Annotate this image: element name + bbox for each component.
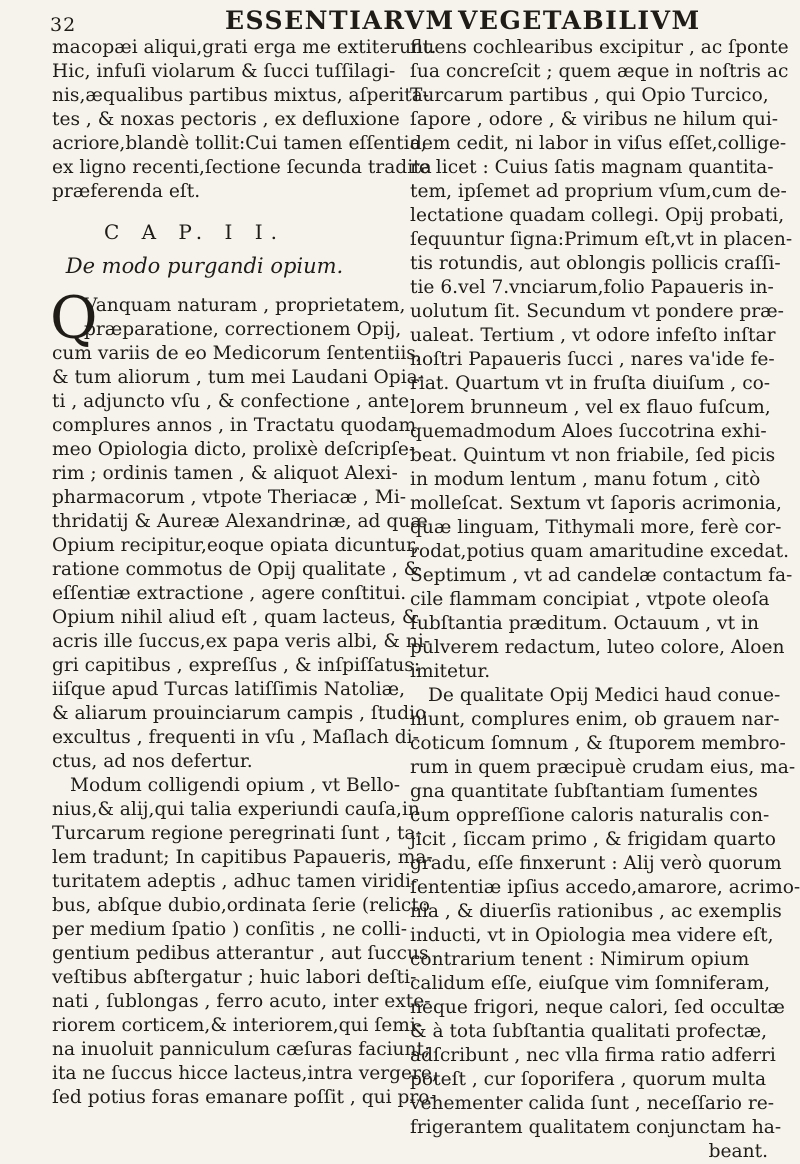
text-line: De qualitate Opij Medici haud conue- — [428, 685, 781, 706]
second-paragraph — [52, 774, 438, 1110]
text-line: thridatij & Aureæ Alexandrinæ, ad quæ — [52, 511, 428, 532]
text-line: macopæi aliqui,grati erga me extiterunt. — [52, 37, 437, 58]
text-line: tis rotundis, aut oblongis pollicis craſſi- — [410, 253, 781, 274]
text-line: ctus, ad nos defertur. — [52, 751, 253, 772]
text-line: iiſque apud Turcas latiſſimis Natoliæ, — [52, 679, 406, 700]
left-column — [50, 36, 438, 1110]
text-line: ſententiæ ipſius accedo,amarore, acrimo- — [410, 877, 800, 898]
text-line: pulverem redactum, luteo colore, Aloen — [410, 637, 785, 658]
right-second-paragraph — [410, 684, 800, 1140]
text-line: Opium recipitur,eoque opiata dicuntur, — [52, 535, 419, 556]
text-line: ex ligno recenti,ſectione ſecunda tradita — [52, 157, 432, 178]
left-opening-paragraph — [52, 36, 437, 204]
running-head-left: ESSENTIARVM — [225, 6, 455, 35]
text-line: rum in quem præcipuè crudam eius, ma- — [410, 757, 796, 778]
text-line: Vanquam naturam , proprietatem, — [84, 295, 406, 316]
text-line: præferenda eſt. — [52, 181, 201, 202]
text-line: Opium nihil aliud eſt , quam lacteus, & — [52, 607, 419, 628]
text-line: riat. Quartum vt in fruſta diuiſum , co- — [410, 373, 771, 394]
text-line: uolutum ſit. Secundum vt pondere præ- — [410, 301, 784, 322]
text-line: bus, abſque dubio,ordinata ſerie (relicto — [52, 895, 430, 916]
catchword: beant. — [708, 1141, 768, 1162]
text-line: nis,æqualibus partibus mixtus, aſperita- — [52, 85, 430, 106]
text-line: eſſentiæ extractione , agere conſtitui. — [52, 583, 407, 604]
text-line: gna quantitate ſubſtantiam ſumentes — [410, 781, 758, 802]
text-line: gri capitibus , expreſſus , & inſpiſſatus: — [52, 655, 421, 676]
text-line: neque frigori, neque calori, ſed occultæ — [410, 997, 785, 1018]
text-line: rim ; ordinis tamen , & aliquot Alexi- — [52, 463, 398, 484]
text-line: complures annos , in Tractatu quodam — [52, 415, 417, 436]
text-line: ti , adjuncto vſu , & confectione , ante — [52, 391, 410, 412]
text-line: cile flammam concipiat , vtpote oleoſa — [410, 589, 770, 610]
text-line: ualeat. Tertium , vt odore infeſto inſtar — [410, 325, 776, 346]
text-line: Turcarum partibus , qui Opio Turcico, — [410, 85, 769, 106]
text-line: imitetur. — [410, 661, 491, 682]
text-line: poteſt , cur ſoporifera , quorum multa — [410, 1069, 767, 1090]
text-line: quæ linguam, Tithymali more, ferè cor- — [410, 517, 782, 538]
running-head-right: VEGETABILIVM — [458, 6, 701, 35]
text-line: Modum colligendi opium , vt Bello- — [70, 775, 401, 796]
text-line: contrarium tenent : Nimirum opium — [410, 949, 750, 970]
text-line: ratione commotus de Opij qualitate , & — [52, 559, 421, 580]
text-line: tes , & noxas pectoris , ex defluxione — [52, 109, 400, 130]
text-line: ſubſtantia præditum. Octauum , vt in — [410, 613, 759, 634]
text-line: Hic, infuſi violarum & ſucci tuſſilagi- — [52, 61, 396, 82]
text-line: vehementer calida ſunt , neceſſario re- — [410, 1093, 775, 1114]
text-line: niunt, complures enim, ob grauem nar- — [410, 709, 780, 730]
text-line: frigerantem qualitatem conjunctam ha- — [410, 1117, 782, 1138]
first-paragraph-lines — [50, 284, 431, 774]
text-line: riorem corticem,& interiorem,qui ſemi- — [52, 1015, 423, 1036]
text-line: pharmacorum , vtpote Theriacæ , Mi- — [52, 487, 407, 508]
text-line: quemadmodum Aloes ſuccotrina exhi- — [410, 421, 767, 442]
text-line: adſcribunt , nec vlla firma ratio adferri — [410, 1045, 776, 1066]
page-header — [50, 6, 790, 40]
text-line: ita ne ſuccus hicce lacteus,intra vergere, — [52, 1063, 438, 1084]
drop-cap: Q — [50, 284, 98, 352]
text-line: acris ille ſuccus,ex papa veris albi, & ni- — [52, 631, 431, 652]
text-line: lectatione quadam collegi. Opij probati, — [410, 205, 785, 226]
text-line: meo Opiologia dicto, prolixè deſcripſe- — [52, 439, 416, 460]
right-column — [410, 36, 800, 1164]
text-line: & tum aliorum , tum mei Laudani Opia- — [52, 367, 425, 388]
text-line: ſequuntur ſigna:Primum eſt,vt in placen- — [410, 229, 793, 250]
first-paragraph — [50, 284, 431, 774]
text-line: beat. Quintum vt non friabile, ſed picis — [410, 445, 776, 466]
text-line: & à tota ſubſtantia qualitati profectæ, — [410, 1021, 768, 1042]
text-line: per medium ſpatio ) conſitis , ne colli- — [52, 919, 407, 940]
text-line: gentium pedibus atterantur , aut ſuccus — [52, 943, 429, 964]
text-line: ſapore , odore , & viribus ne hilum qui- — [410, 109, 779, 130]
text-line: lorem brunneum , vel ex flauo fuſcum, — [410, 397, 771, 418]
text-line: inducti, vt in Opiologia mea videre eſt, — [410, 925, 774, 946]
text-line: in modum lentum , manu fotum , citò — [410, 469, 761, 490]
text-line: fluens cochlearibus excipitur , ac ſponte — [410, 37, 789, 58]
text-line: jicit , ſiccam primo , & frigidam quarto — [410, 829, 776, 850]
text-line: re licet : Cuius ſatis magnam quantita- — [410, 157, 774, 178]
text-line: nius,& alij,qui talia experiundi cauſa,in — [52, 799, 420, 820]
text-line: ſed potius foras emanare poſſit , qui pro- — [52, 1087, 436, 1108]
text-line: excultus , frequenti in vſu , Maſlach di- — [52, 727, 419, 748]
text-line: præparatione, correctionem Opij, — [84, 319, 402, 340]
text-line: coticum ſomnum , & ſtuporem membro- — [410, 733, 786, 754]
text-line: tem, ipſemet ad proprium vſum,cum de- — [410, 181, 787, 202]
text-line: nia , & diuerſis rationibus , ac exemplis — [410, 901, 782, 922]
text-line: dem cedit, ni labor in viſus eſſet,collige- — [410, 133, 787, 154]
text-line: acriore,blandè tollit:Cui tamen eſſentia, — [52, 133, 427, 154]
page-number: 32 — [50, 14, 77, 36]
text-line: cum oppreſſione caloris naturalis con- — [410, 805, 770, 826]
text-line: calidum eſſe, eiuſque vim ſomniferam, — [410, 973, 771, 994]
chapter-title: De modo purgandi opium. — [65, 254, 344, 278]
text-line: Septimum , vt ad candelæ contactum fa- — [410, 565, 793, 586]
text-line: veſtibus abſtergatur ; huic labori deſti- — [52, 967, 417, 988]
text-line: noſtri Papaueris ſucci , nares va'ide fe- — [410, 349, 775, 370]
text-line: tie 6.vel 7.vnciarum,folio Papaueris in- — [410, 277, 774, 298]
text-line: Turcarum regione peregrinati ſunt , ta- — [52, 823, 422, 844]
text-line: ſua concreſcit ; quem æque in noſtris ac — [410, 61, 789, 82]
text-line: molleſcat. Sextum vt ſaporis acrimonia, — [410, 493, 782, 514]
text-line: gradu, eſſe finxerunt : Alij verò quorum — [410, 853, 782, 874]
chapter-heading: C A P. I I. — [103, 220, 286, 244]
right-first-paragraph — [410, 36, 793, 684]
text-line: & aliarum prouinciarum campis , ſtudio — [52, 703, 427, 724]
text-line: nati , ſublongas , ferro acuto, inter exte- — [52, 991, 431, 1012]
text-line: turitatem adeptis , adhuc tamen viridi- — [52, 871, 418, 892]
text-line: na inuoluit panniculum cæſuras faciunt; — [52, 1039, 431, 1060]
text-line: rodat,potius quam amaritudine excedat. — [410, 541, 790, 562]
text-line: lem tradunt; In capitibus Papaueris, ma- — [52, 847, 433, 868]
text-line: cum variis de eo Medicorum ſententiis, — [52, 343, 422, 364]
